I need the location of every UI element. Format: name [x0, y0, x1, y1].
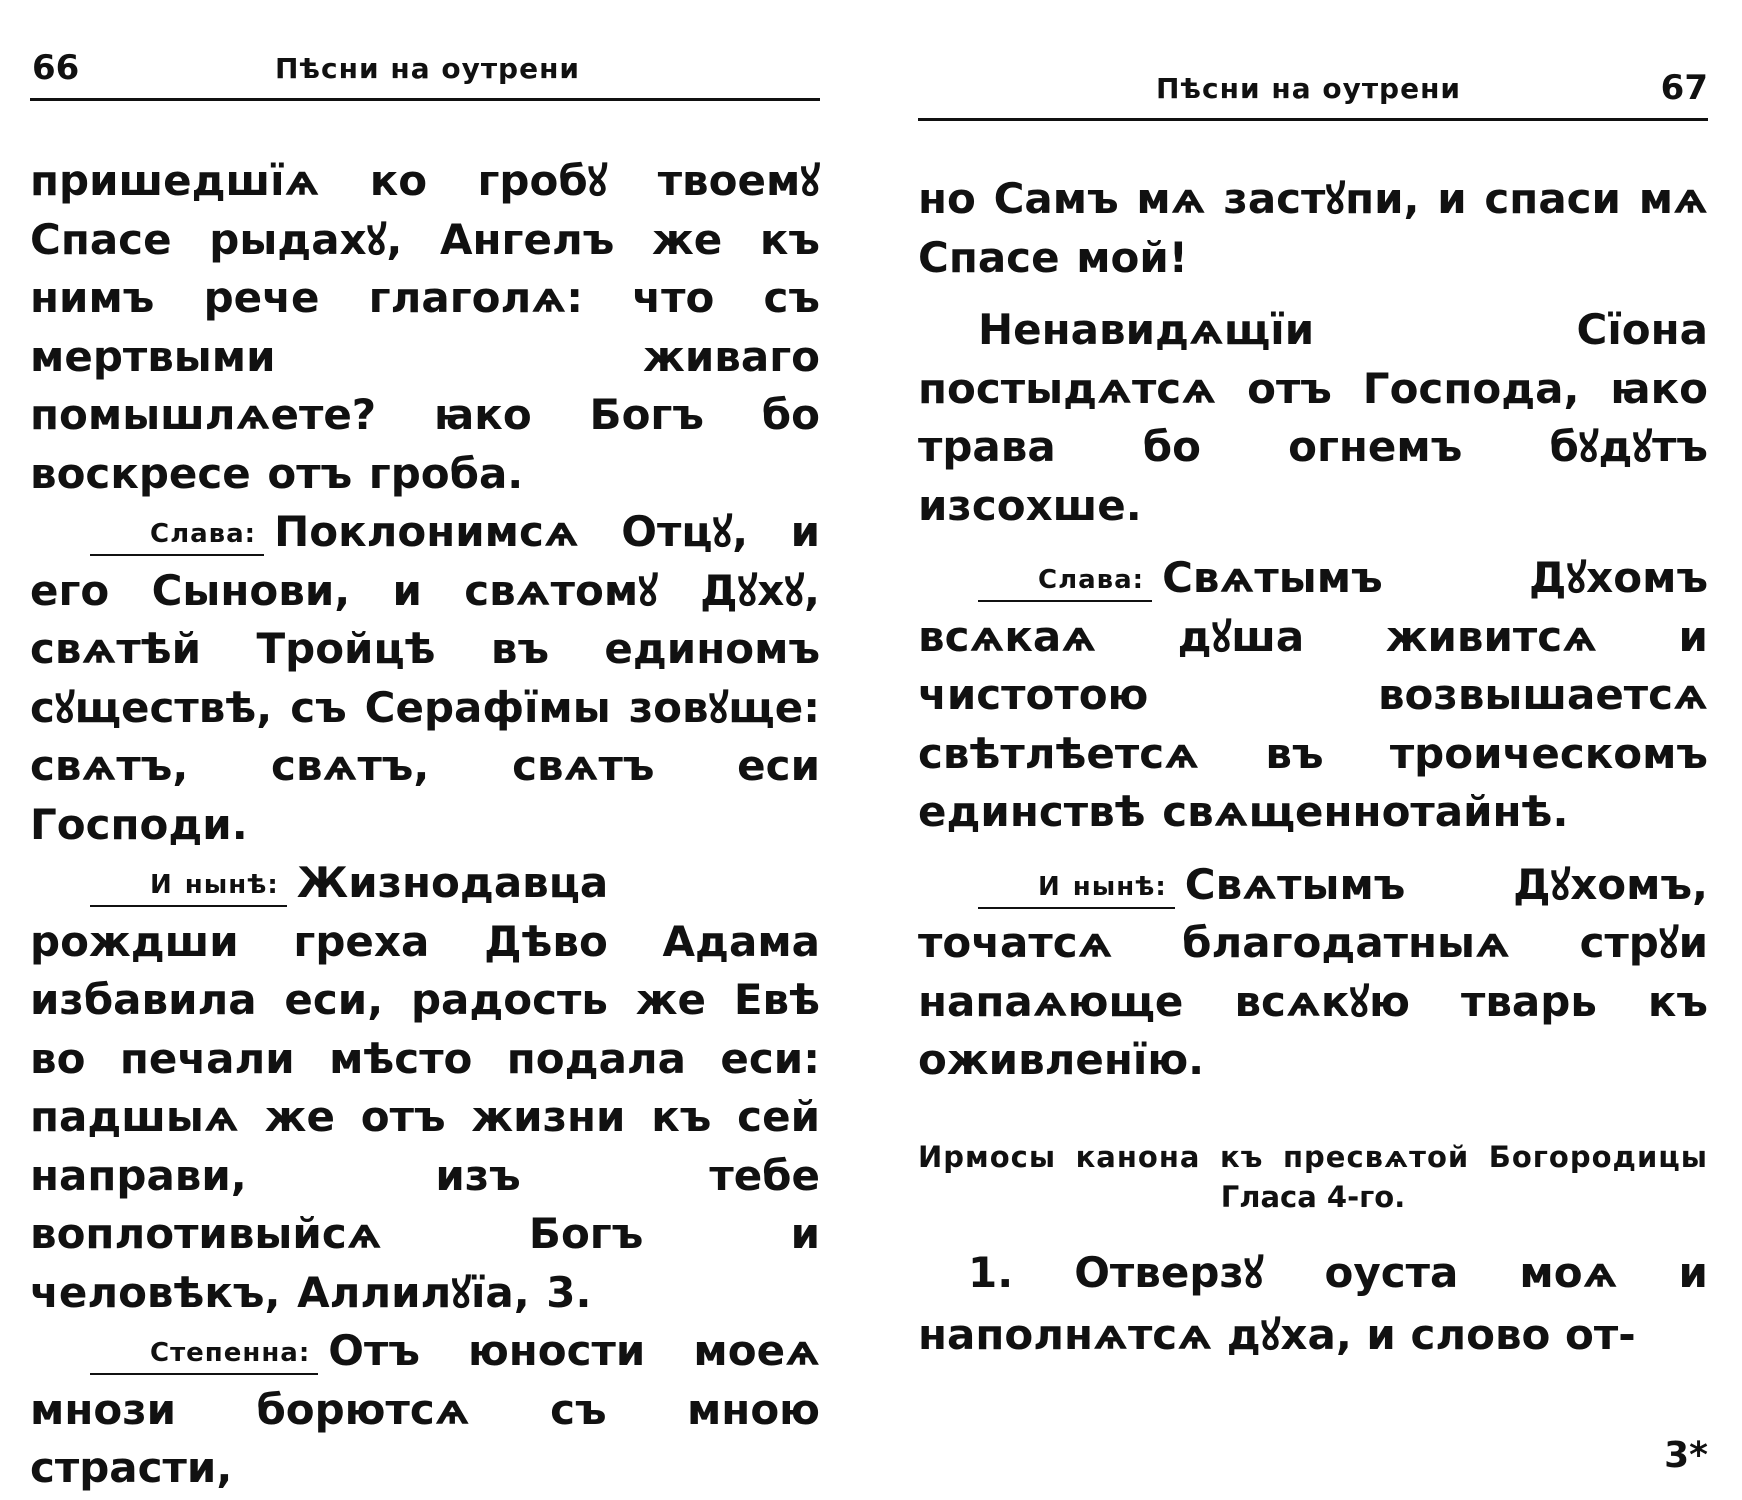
stepenna-text: Отъ юности моеѧ мнози борютсѧ съ мною страсти, — [30, 1326, 820, 1492]
running-title: Пѣсни на оутрени — [275, 52, 581, 85]
stepenna-paragraph — [30, 1322, 820, 1498]
right-body-text — [918, 170, 1708, 1090]
irmos-heading: Ирмосы канона къ пресвѧтой Богородицы — [918, 1140, 1708, 1174]
ininye-text: Свѧтымъ Дꙋхомъ, точатсѧ благодатныѧ стрꙋи напаѧюще всѧкꙋю тварь къ оживленїю. — [918, 859, 1708, 1084]
stepenna-rubric: Степенна: — [90, 1337, 318, 1375]
paragraph: пришедшїѧ ко гробꙋ твоемꙋ Спасе рыдахꙋ, Ангелъ же къ нимъ рече глаголѧ: что съ мертвыми живаго помышлѧете? ꙗко Богъ бо воскресе отъ гроба. — [30, 156, 820, 498]
ininye-paragraph — [30, 854, 820, 1322]
slava-paragraph — [30, 503, 820, 854]
running-head — [918, 58, 1708, 121]
slava-paragraph — [918, 549, 1708, 842]
signature-mark: 3* — [1664, 1435, 1708, 1476]
irmos-section — [918, 1140, 1708, 1366]
page-number: 67 — [1660, 68, 1708, 108]
irmos-first-verse: 1. Отверзꙋ оуста моѧ и наполнѧтсѧ дꙋха, и слово от- — [918, 1248, 1708, 1359]
page-number: 66 — [32, 48, 80, 88]
ininye-paragraph — [918, 856, 1708, 1090]
running-title: Пѣсни на оутрени — [1156, 72, 1462, 105]
ininye-text: Жизнодавца рождши греха Дѣво Адама избавила еси, радость же Евѣ во печали мѣсто подала еси: падшыѧ же отъ жизни къ сей направи, изъ тебе воплотивыйсѧ Богъ и человѣкъ, Аллилꙋїа, 3. — [30, 858, 820, 1317]
paragraph: Ненавидѧщїи Сїона постыдѧтсѧ отъ Господа, ꙗко трава бо огнемъ бꙋдꙋтъ изсохше. — [918, 305, 1708, 530]
left-body-text — [30, 152, 820, 1498]
slava-text: Свѧтымъ Дꙋхомъ всѧкаѧ дꙋша живитсѧ и чистотою возвышаетсѧ свѣтлѣетсѧ въ троическомъ единствѣ свѧщеннотайнѣ. — [918, 553, 1708, 836]
ininye-rubric: И нынѣ: — [90, 869, 287, 907]
running-head — [30, 38, 820, 101]
ininye-rubric: И нынѣ: — [978, 871, 1175, 909]
irmos-tone: Гласа 4-го. — [1220, 1180, 1406, 1214]
slava-text: Поклонимсѧ Отцꙋ, и его Сынови, и свѧтомꙋ Дꙋхꙋ, свѧтѣй Тройцѣ въ единомъ сꙋществѣ, съ Серафїмы зовꙋще: свѧтъ, свѧтъ, свѧтъ еси Господи. — [30, 507, 820, 849]
slava-rubric: Слава: — [978, 564, 1152, 602]
slava-rubric: Слава: — [90, 518, 264, 556]
paragraph: но Самъ мѧ застꙋпи, и спаси мѧ Спасе мой! — [918, 174, 1708, 282]
